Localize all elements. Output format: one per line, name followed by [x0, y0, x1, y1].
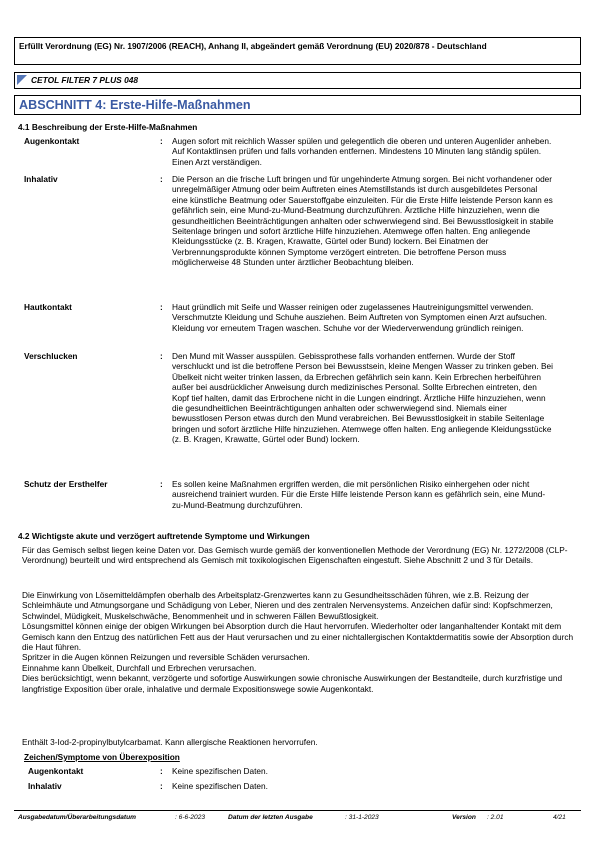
paragraph-text: Enthält 3-Iod-2-propinylbutylcarbamat. Kann allergische Reaktionen hervorrufen.	[22, 737, 318, 747]
section-title: ABSCHNITT 4: Erste-Hilfe-Maßnahmen	[19, 98, 251, 112]
paragraph-line: Lösungsmittel können einige der obigen Wirkungen bei Absorption durch die Haut hervorrufen. Wiederholter oder langanhaltender Kontakt mit dem Gemisch kann den Entzug des natürlichen Fett aus der Haut verursachen und zu einer nichtallergischen Kontaktdermatitis sowie der Absorption durch die Haut führen.	[22, 621, 574, 653]
regulation-header	[14, 37, 581, 65]
paragraph-allergen	[22, 737, 578, 747]
footer-issue-label: Ausgabedatum/Überarbeitungsdatum	[18, 814, 136, 821]
symptom-colon: :	[160, 766, 163, 776]
corner-triangle-icon	[17, 75, 27, 85]
symptom-colon: :	[160, 781, 163, 791]
row-colon: :	[160, 302, 163, 312]
product-name-box	[14, 72, 581, 89]
row-label-inhalativ: Inhalativ	[24, 174, 58, 184]
footer-issue-value: : 6-6-2023	[175, 814, 206, 821]
row-colon: :	[160, 136, 163, 146]
symptoms-heading: Zeichen/Symptome von Überexposition	[24, 752, 180, 762]
row-text-hautkontakt: Haut gründlich mit Seife und Wasser reinigen oder zugelassenes Hautreinigungsmittel verwenden. Verschmutzte Kleidung und Schuhe ausziehen. Beim Auftreten von Symptomen einen Arzt aufsuchen. Kleidung vor erneutem Tragen waschen. Schuhe vor der Wiederverwendung gründlich reinigen.	[172, 302, 547, 333]
row-text-augenkontakt: Augen sofort mit reichlich Wasser spülen und gelegentlich die oberen und unteren Augenlider anheben. Auf Kontaktlinsen prüfen und falls vorhanden entfernen. Mindestens 10 Minuten lang ständig spülen. Einen Arzt verständigen.	[172, 136, 552, 167]
symptom-label-augenkontakt: Augenkontakt	[28, 766, 84, 776]
footer-page-number: 4/21	[553, 814, 566, 821]
row-text-inhalativ: Die Person an die frische Luft bringen und für ungehinderte Atmung sorgen. Bei nicht vorhandener oder unregelmäßiger Atmung oder beim Auftreten eines Atemstillstands ist durch ausgebildetes Personal eine künstliche Beatmung oder Sauerstoffgabe einzuleiten. Für die Erste Hilfe leistende Person kann es gefährlich sein, eine Mund-zu-Mund-Beatmung durchzuführen. Ärztliche Hilfe hinzuziehen, wenn die gesundheitlichen Beeinträchtigungen anhalten oder schwerwiegend sind. Bei Bewusstlosigkeit in stabile Seitenlage bringen und sofort ärztliche Hilfe hinzuziehen. Atemwege offen halten. Eng anliegende Kleidungsstücke (z. B. Kragen, Krawatte, Gürtel oder Bund) lockern. Bei Einatmen der Verbrennungsprodukte können Symptome verzögert eintreten. Die betroffene Person muss möglicherweise 48 Stunden unter ärztlicher Beobachtung bleiben.	[172, 174, 554, 268]
row-colon: :	[160, 351, 163, 361]
regulation-text: Erfüllt Verordnung (EG) Nr. 1907/2006 (REACH), Anhang II, abgeändert gemäß Verordnung (EU) 2020/878 - Deutschland	[19, 41, 487, 51]
paragraph-line: Dies berücksichtigt, wenn bekannt, verzögerte und sofortige Auswirkungen sowie chronische Auswirkungen der Bestandteile, durch kurzfristige und langfristige Exposition über orale, inhalative und dermale Expositionswege sowie Augenkontakt.	[22, 673, 563, 694]
row-label-schutz-der-ersthelfer: Schutz der Ersthelfer	[24, 479, 108, 489]
footer-version-label: Version	[452, 814, 476, 821]
product-name: CETOL FILTER 7 PLUS 048	[31, 75, 139, 85]
row-colon: :	[160, 174, 163, 184]
row-label-augenkontakt: Augenkontakt	[24, 136, 80, 146]
subsection-4-2-title: 4.2 Wichtigste akute und verzögert auftretende Symptome und Wirkungen	[18, 531, 310, 541]
paragraph-line: Spritzer in die Augen können Reizungen und reversible Schäden verursachen.	[22, 652, 310, 663]
footer-last-value: : 31-1-2023	[345, 814, 379, 821]
symptom-text-inhalativ: Keine spezifischen Daten.	[172, 781, 268, 791]
section-title-box	[14, 95, 581, 115]
paragraph-text: Für das Gemisch selbst liegen keine Daten vor. Das Gemisch wurde gemäß der konventionellen Methode der Verordnung (EG) Nr. 1272/2008 (CLP-Verordnung) beurteilt und wird entsprechend als Gemisch mit toxikologischen Eigenschaften eingestuft. Siehe Abschnitt 2 und 3 für Details.	[22, 545, 568, 566]
row-label-hautkontakt: Hautkontakt	[24, 302, 72, 312]
footer-version-value: : 2.01	[487, 814, 504, 821]
symptom-text-augenkontakt: Keine spezifischen Daten.	[172, 766, 268, 776]
paragraph-effects	[22, 590, 578, 694]
symptom-label-inhalativ: Inhalativ	[28, 781, 62, 791]
row-label-verschlucken: Verschlucken	[24, 351, 78, 361]
paragraph-data-basis	[22, 545, 578, 566]
footer-divider	[14, 810, 581, 811]
footer-last-label: Datum der letzten Ausgabe	[228, 814, 313, 821]
paragraph-line: Einnahme kann Übelkeit, Durchfall und Erbrechen verursachen.	[22, 662, 257, 673]
row-text-verschlucken: Den Mund mit Wasser ausspülen. Gebissprothese falls vorhanden entfernen. Wurde der Stoff verschluckt und ist die betroffene Person bei Bewusstsein, kleine Mengen Wasser zu trinken geben. Bei Übelkeit nicht weiter trinken lassen, da Erbrechen gefährlich sein kann. Kein Erbrechen herbeiführen außer bei ausdrücklicher Anweisung durch medizinisches Personal. Sollte Erbrechen eintreten, den Kopf tief halten, damit das Erbrochene nicht in die Lungen eindringt. Ärztliche Hilfe hinzuziehen, wenn die gesundheitlichen Beeinträchtigungen anhalten oder schwerwiegend sind. Niemals einer bewusstlosen Person etwas durch den Mund verabreichen. Bei Bewusstlosigkeit in stabile Seitenlage bringen und sofort ärztliche Hilfe hinzuziehen. Atemwege offen halten. Eng anliegende Kleidungsstücke (z. B. Kragen, Krawatte, Gürtel oder Bund) lockern.	[172, 351, 553, 445]
row-colon: :	[160, 479, 163, 489]
paragraph-line: Die Einwirkung von Lösemitteldämpfen oberhalb des Arbeitsplatz-Grenzwertes kann zu Gesundheitsschäden führen, wie z.B. Reizung der Schleimhäute und Atmungsorgane und Schädigung von Leber, Nieren und des zentralen Nervensystems. Anzeichen dafür sind: Kopfschmerzen, Schwindel, Müdigkeit, Muskelschwäche, Benommenheit und in schweren Fällen Bewußtlosigkeit.	[22, 590, 553, 621]
subsection-4-1-title: 4.1 Beschreibung der Erste-Hilfe-Maßnahmen	[18, 122, 198, 132]
row-text-schutz-der-ersthelfer: Es sollen keine Maßnahmen ergriffen werden, die mit persönlichen Risiko einhergehen oder nicht ausreichend trainiert wurden. Für die Erste Hilfe leistende Person kann es gefährlich sein, eine Mund-zu-Mund-Beatmung durchzuführen.	[172, 479, 546, 510]
